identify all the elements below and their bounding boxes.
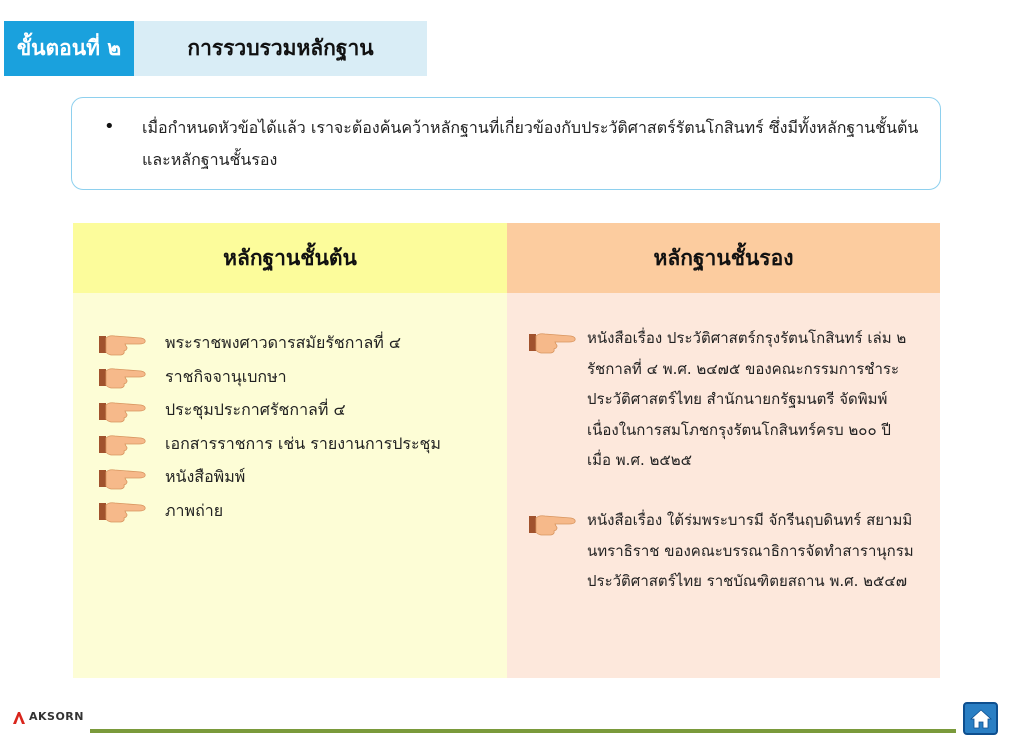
list-item <box>99 361 441 395</box>
list-item <box>99 461 441 495</box>
pointing-hand-icon <box>99 364 147 390</box>
list-item-label: หนังสือเรื่อง ใต้ร่มพระบารมี จักรีนฤบดินทร์ สยามมินทราธิราช ของคณะบรรณาธิการจัดทำสารานุกรมประวัติศาสตร์ไทย ราชบัณฑิตยสถาน พ.ศ. ๒๕๔๗ <box>587 511 914 590</box>
pointing-hand-icon <box>99 431 147 457</box>
aksorn-logo <box>12 711 84 725</box>
pointing-hand-icon <box>99 465 147 491</box>
bullet-point: • <box>104 116 115 137</box>
footer-divider <box>90 729 956 733</box>
secondary-evidence-heading: หลักฐานชั้นรอง <box>507 223 940 293</box>
list-item <box>99 394 441 428</box>
list-item-label: ประชุมประกาศรัชกาลที่ ๔ <box>165 400 346 420</box>
step-badge: ขั้นตอนที่ ๒ <box>4 21 134 76</box>
list-item <box>99 327 441 361</box>
primary-evidence-list <box>99 327 441 528</box>
step-title: การรวบรวมหลักฐาน <box>134 21 427 76</box>
home-button[interactable] <box>963 702 998 735</box>
pointing-hand-icon <box>529 329 577 355</box>
list-item <box>99 428 441 462</box>
intro-box <box>71 97 941 190</box>
secondary-evidence-panel <box>507 223 940 678</box>
pointing-hand-icon <box>99 498 147 524</box>
list-item <box>529 323 917 476</box>
pointing-hand-icon <box>529 511 577 537</box>
list-item <box>529 505 917 597</box>
list-item <box>99 495 441 529</box>
list-item-label: พระราชพงศาวดารสมัยรัชกาลที่ ๔ <box>165 333 401 353</box>
pointing-hand-icon <box>99 331 147 357</box>
primary-evidence-heading: หลักฐานชั้นต้น <box>73 223 507 293</box>
pointing-hand-icon <box>99 398 147 424</box>
list-item-label: เอกสารราชการ เช่น รายงานการประชุม <box>165 433 441 453</box>
logo-text: AKSORN <box>29 710 84 723</box>
list-item-label: หนังสือพิมพ์ <box>165 467 246 487</box>
list-item-label: ราชกิจจานุเบกษา <box>165 366 287 386</box>
list-item-label: ภาพถ่าย <box>165 500 224 520</box>
list-item-label: หนังสือเรื่อง ประวัติศาสตร์กรุงรัตนโกสินทร์ เล่ม ๒ รัชกาลที่ ๔ พ.ศ. ๒๔๗๕ ของคณะกรรมการชำระประวัติศาสตร์ไทย สำนักนายกรัฐมนตรี จัดพิมพ์เนื่องในการสมโภชกรุงรัตนโกสินทร์ครบ ๒๐๐ ปี เมื่อ พ.ศ. ๒๕๒๕ <box>587 329 907 469</box>
primary-evidence-panel <box>73 223 507 678</box>
home-icon <box>969 708 993 730</box>
intro-text: เมื่อกำหนดหัวข้อได้แล้ว เราจะต้องค้นคว้าหลักฐานที่เกี่ยวข้องกับประวัติศาสตร์รัตนโกสินทร์ ซึ่งมีทั้งหลักฐานชั้นต้นและหลักฐานชั้นรอง <box>142 118 919 169</box>
aksorn-logo-icon <box>12 711 26 725</box>
